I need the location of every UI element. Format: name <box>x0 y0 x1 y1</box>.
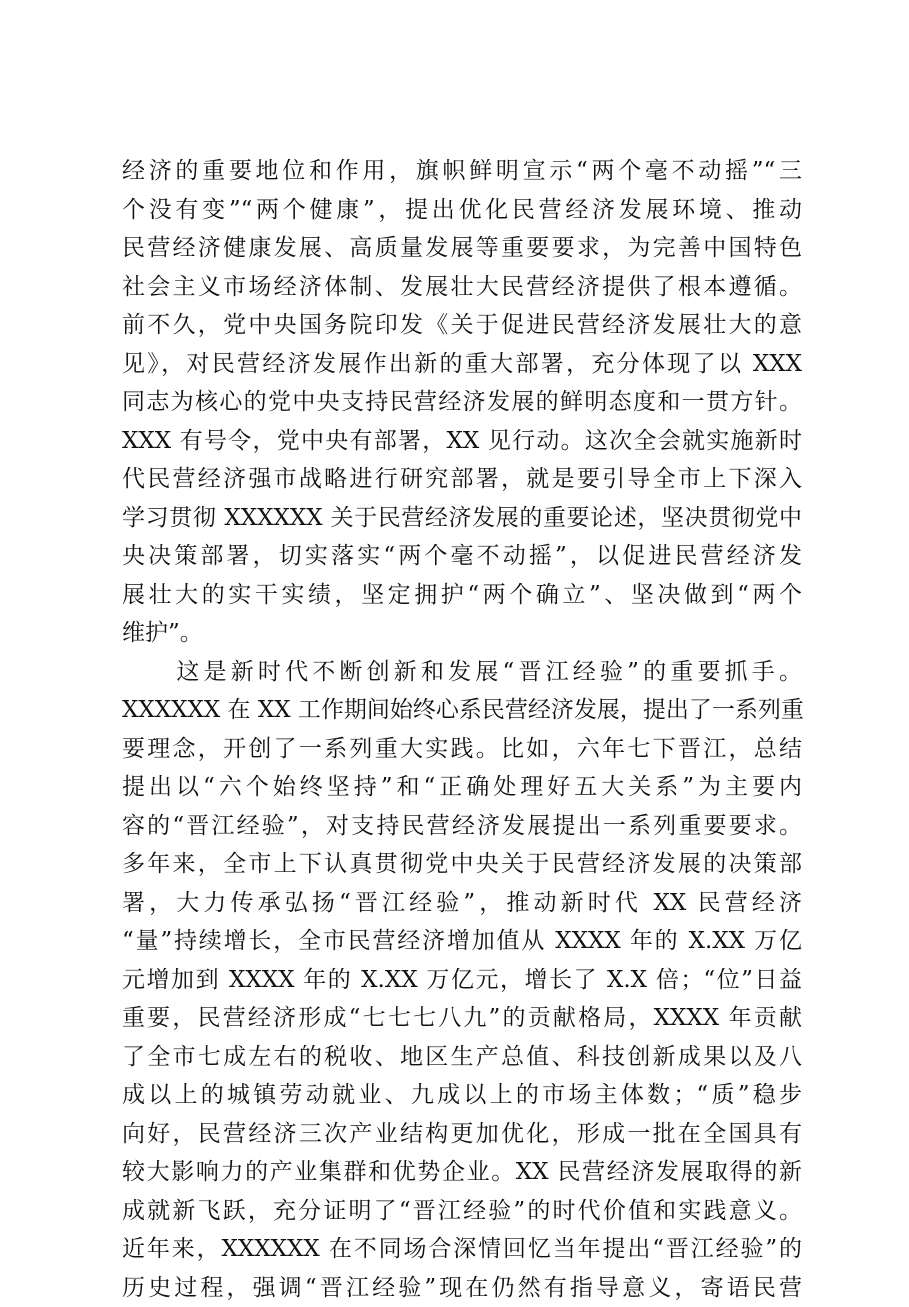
document-body <box>122 152 802 1307</box>
text-line: 维护”。 <box>122 614 802 653</box>
text-line: 了全市七成左右的税收、地区生产总值、科技创新成果以及八 <box>122 1038 802 1077</box>
text-line: 向好，民营经济三次产业结构更加优化，形成一批在全国具有 <box>122 1115 802 1154</box>
text-line: 这是新时代不断创新和发展“晋江经验”的重要抓手。 <box>122 653 802 692</box>
text-line: 历史过程，强调“晋江经验”现在仍然有指导意义，寄语民营 <box>122 1269 802 1307</box>
text-line: 展壮大的实干实绩，坚定拥护“两个确立”、坚决做到“两个 <box>122 576 802 615</box>
text-line: 学习贯彻 XXXXXX 关于民营经济发展的重要论述，坚决贯彻党中 <box>122 499 802 538</box>
text-line: 民营经济健康发展、高质量发展等重要要求，为完善中国特色 <box>122 229 802 268</box>
text-line: 央决策部署，切实落实“两个毫不动摇”，以促进民营经济发 <box>122 537 802 576</box>
text-line: 社会主义市场经济体制、发展壮大民营经济提供了根本遵循。 <box>122 268 802 307</box>
text-line: 成就新飞跃，充分证明了“晋江经验”的时代价值和实践意义。 <box>122 1192 802 1231</box>
text-line: 元增加到 XXXX 年的 X.XX 万亿元，增长了 X.X 倍；“位”日益 <box>122 961 802 1000</box>
text-line: 多年来，全市上下认真贯彻党中央关于民营经济发展的决策部 <box>122 845 802 884</box>
text-line: 提出以“六个始终坚持”和“正确处理好五大关系”为主要内 <box>122 768 802 807</box>
text-line: 近年来，XXXXXX 在不同场合深情回忆当年提出“晋江经验”的 <box>122 1230 802 1269</box>
text-line: 个没有变”“两个健康”，提出优化民营经济发展环境、推动 <box>122 191 802 230</box>
text-line: XXX 有号令，党中央有部署，XX 见行动。这次全会就实施新时 <box>122 422 802 461</box>
text-line: 见》，对民营经济发展作出新的重大部署，充分体现了以 XXX <box>122 345 802 384</box>
text-line: 代民营经济强市战略进行研究部署，就是要引导全市上下深入 <box>122 460 802 499</box>
text-line: 同志为核心的党中央支持民营经济发展的鲜明态度和一贯方针。 <box>122 383 802 422</box>
text-line: 重要，民营经济形成“七七七八九”的贡献格局，XXXX 年贡献 <box>122 999 802 1038</box>
text-line: 署，大力传承弘扬“晋江经验”，推动新时代 XX 民营经济 <box>122 884 802 923</box>
text-line: 经济的重要地位和作用，旗帜鲜明宣示“两个毫不动摇”“三 <box>122 152 802 191</box>
text-line: 前不久，党中央国务院印发《关于促进民营经济发展壮大的意 <box>122 306 802 345</box>
text-line: “量”持续增长，全市民营经济增加值从 XXXX 年的 X.XX 万亿 <box>122 922 802 961</box>
text-line: XXXXXX 在 XX 工作期间始终心系民营经济发展，提出了一系列重 <box>122 691 802 730</box>
text-line: 成以上的城镇劳动就业、九成以上的市场主体数；“质”稳步 <box>122 1076 802 1115</box>
text-line: 较大影响力的产业集群和优势企业。XX 民营经济发展取得的新 <box>122 1153 802 1192</box>
text-line: 容的“晋江经验”，对支持民营经济发展提出一系列重要要求。 <box>122 807 802 846</box>
text-line: 要理念，开创了一系列重大实践。比如，六年七下晋江，总结 <box>122 730 802 769</box>
